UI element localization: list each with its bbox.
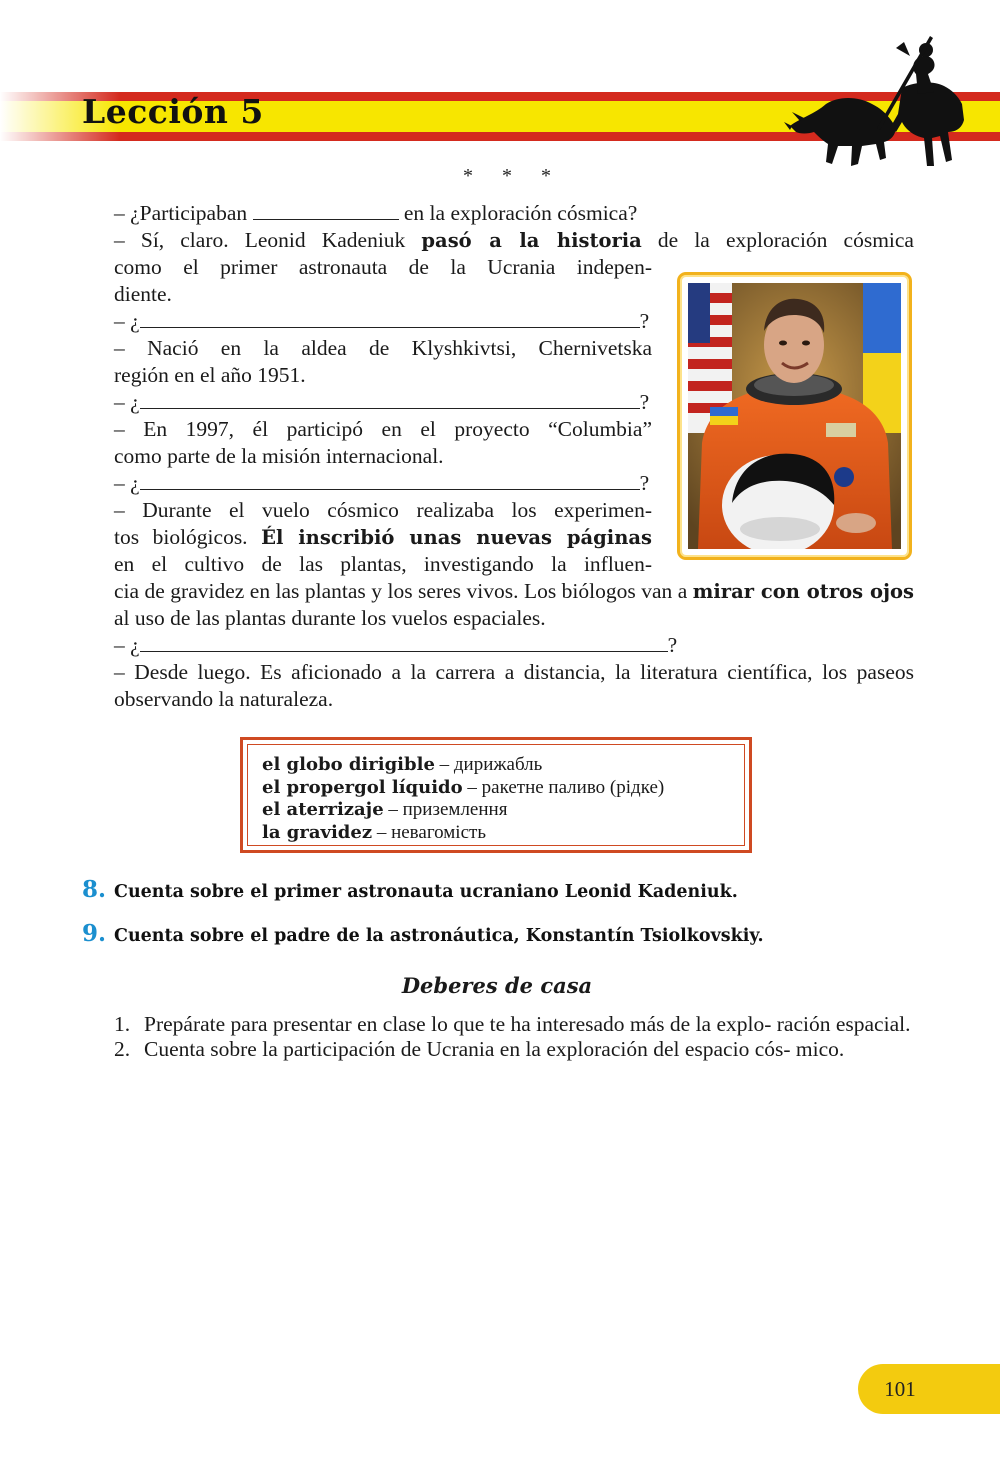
vocabulary-box [240,737,752,853]
dialogue-text: ? [639,390,650,414]
dialogue-text: – Sí, claro. Leonid Kadeniuk [114,228,406,252]
vocabulary-translation: – невагомість [376,821,486,843]
answer-blank [140,633,668,652]
vocabulary-list [247,744,745,846]
dialogue-text: – ¿Participaban [114,201,248,225]
homework-title: Deberes de casa [401,973,593,998]
dialogue-text: región en el año 1951. [114,363,306,387]
answer-blank [140,471,640,490]
astronaut-photo-frame [677,272,912,560]
dialogue-text: ? [639,471,650,495]
homework-item [114,1012,914,1037]
dialogue-line [114,551,652,578]
vocabulary-translation: – дирижабль [439,754,543,775]
task-number: 9. [82,920,107,947]
page-number: 101 [884,1377,916,1401]
dialogue-text: diente. [114,282,172,306]
homework-text: Cuenta sobre la participación de Ucrania en la exploración del espacio cós- mico. [144,1037,845,1061]
vocabulary-translation: – приземлення [388,799,508,820]
dialogue-text: al uso de las plantas durante los vuelos espaciales. [114,606,546,630]
task-text: Cuenta sobre el primer astronauta ucraniano Leonid Kadeniuk. [114,882,738,902]
dialogue-line [114,254,652,281]
dialogue-text: – Nació en la aldea de Klyshkivtsi, Chernivetska [114,336,652,360]
homework-item [114,1037,914,1062]
dialogue-text: ? [639,309,650,333]
dialogue-text: tos biológicos. [114,525,248,549]
astronaut-portrait-icon [688,283,901,549]
dialogue-line [114,335,652,362]
homework-number: 1. [114,1012,131,1036]
task-number: 8. [82,876,107,903]
dialogue-text: en el cultivo de las plantas, investigando la influen- [114,552,652,576]
task-9 [82,920,764,947]
question-line [114,632,914,659]
dialogue-text: como parte de la misión internacional. [114,444,444,468]
homework-list [114,1012,914,1062]
section-separator: * * * [463,165,563,187]
dialogue-text: – Desde luego. Es aficionado a la carrera a distancia, la literatura científica, los paseos observando la naturaleza. [114,660,914,711]
dialogue-paragraph [114,659,914,713]
vocabulary-item [262,799,730,822]
dialogue-line [114,497,652,524]
vocabulary-item [262,777,730,800]
highlighted-phrase: mirar con otros ojos [692,580,915,603]
dialogue-text: – ¿ [114,390,140,414]
vocabulary-translation: – ракетне паливо (рідке) [467,776,665,798]
dialogue-line [114,200,914,227]
task-text: Cuenta sobre el padre de la astronáutica, Konstantín Tsiolkovskiy. [114,926,764,946]
highlighted-phrase: pasó a la historia [421,229,642,252]
dialogue-text: – ¿ [114,633,140,657]
lesson-title: Lección 5 [82,92,264,131]
dialogue-line [114,416,652,443]
highlighted-phrase: Él inscribió unas nuevas páginas [261,526,652,549]
vocabulary-item [262,822,730,845]
dialogue-paragraph [114,578,914,632]
homework-text: Prepárate para presentar en clase lo que te ha interesado más de la explo- ración espacial. [144,1012,911,1036]
dialogue-text: en la exploración cósmica? [403,201,638,225]
homework-number: 2. [114,1037,131,1061]
dialogue-text: – En 1997, él participó en el proyecto “Columbia” [114,417,652,441]
dialogue-text: cia de gravidez en las plantas y los seres vivos. Los biólogos van a [114,579,688,603]
vocabulary-term: el aterrizaje [262,799,384,820]
dialogue-text: – ¿ [114,309,140,333]
vocabulary-term: el globo dirigible [262,754,435,775]
dialogue-line [114,227,914,254]
dialogue-text: como el primer astronauta de la Ucrania indepen- [114,255,652,279]
astronaut-photo [688,283,901,549]
dialogue-text: de la exploración cósmica [657,228,914,252]
vocabulary-term: la gravidez [262,821,373,843]
dialogue-text: – ¿ [114,471,140,495]
answer-blank [140,309,640,328]
dialogue-line [114,524,652,551]
task-8 [82,876,738,903]
dialogue-text: – Durante el vuelo cósmico realizaba los experimen- [114,498,652,522]
vocabulary-item [262,754,730,777]
vocabulary-term: el propergol líquido [262,776,463,798]
answer-blank [253,201,399,220]
dialogue-text: ? [667,633,678,657]
page-number-tab [858,1364,1000,1414]
answer-blank [140,390,640,409]
